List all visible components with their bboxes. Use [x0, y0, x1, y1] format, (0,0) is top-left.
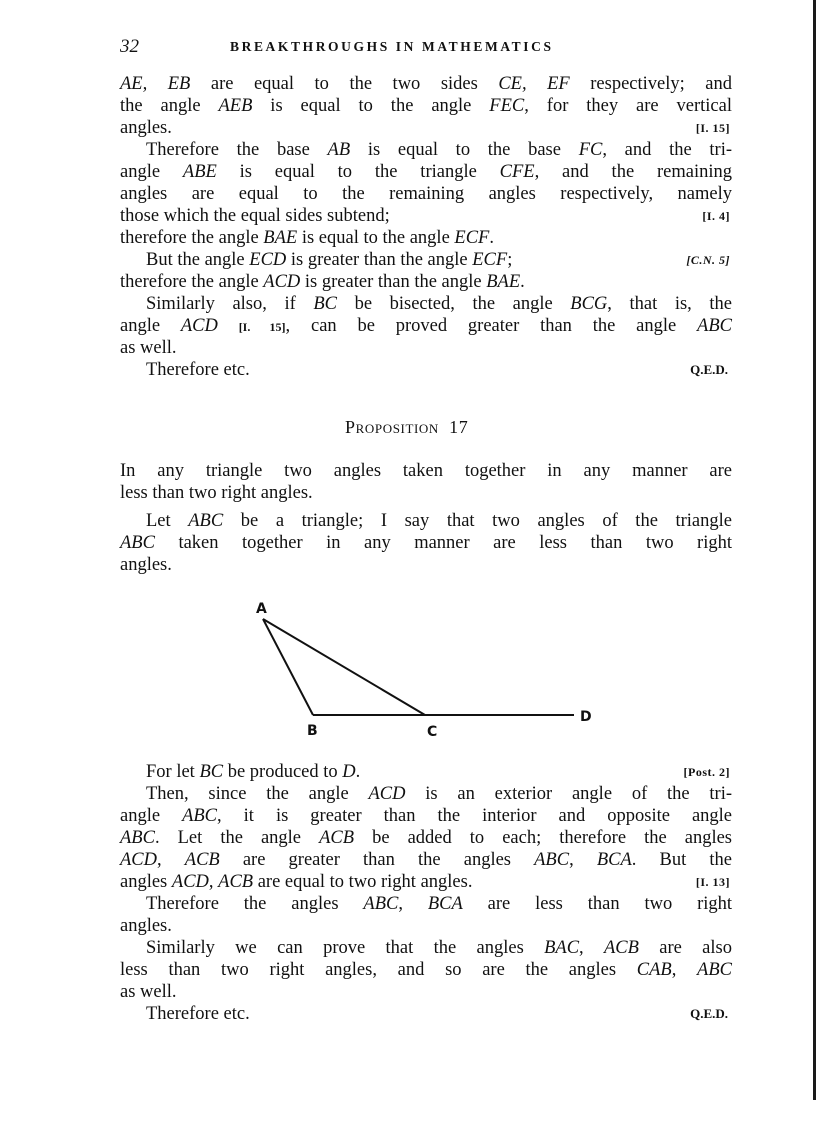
- text-line: as well.: [120, 338, 177, 358]
- proposition-number: 17: [449, 417, 469, 437]
- qed-mark: Q.E.D.: [690, 362, 728, 377]
- qed-mark: Q.E.D.: [690, 1006, 728, 1021]
- text-line: AE, EB are equal to the two sides CE, EF respectively; and: [120, 74, 732, 94]
- label-d: D: [580, 709, 592, 725]
- citation: [C.N. 5]: [686, 253, 730, 267]
- text-line: angles.: [120, 916, 172, 936]
- text-line: Then, since the angle ACD is an exterior angle of the tri-: [146, 784, 733, 804]
- text-line: angle ABC, it is greater than the interior and opposite angle: [120, 806, 733, 826]
- text-line: But the angle ECD is greater than the angle ECF; [C.N. 5]: [146, 250, 730, 270]
- text-line: those which the equal sides subtend; [I. 4]: [120, 206, 730, 226]
- text-line: Therefore etc. Q.E.D.: [146, 360, 728, 380]
- citation: [I. 15]: [695, 121, 730, 135]
- text-line: therefore the angle ACD is greater than the angle BAE.: [120, 272, 525, 292]
- proposition-title: Proposition 17: [345, 417, 469, 437]
- running-head: BREAKTHROUGHS IN MATHEMATICS: [230, 39, 554, 54]
- page-number: 32: [120, 36, 139, 57]
- citation: [I. 13]: [695, 875, 730, 889]
- text-line: Let ABC be a triangle; I say that two angles of the triangle: [146, 511, 732, 531]
- enunciation-line: In any triangle two angles taken together in any manner are: [120, 461, 732, 481]
- text-line: therefore the angle BAE is equal to the angle ECF.: [120, 228, 494, 248]
- text-line: Therefore etc. Q.E.D.: [146, 1004, 728, 1024]
- label-b: B: [307, 723, 318, 739]
- text-line: Therefore the base AB is equal to the base FC, and the tri-: [146, 140, 733, 160]
- triangle-figure: [240, 595, 610, 775]
- text-line: For let BC be produced to D. [Post. 2]: [146, 762, 730, 782]
- text-line: Similarly also, if BC be bisected, the angle BCG, that is, the: [146, 294, 732, 314]
- text-line: Similarly we can prove that the angles BAC, ACB are also: [146, 938, 732, 958]
- citation: [I. 4]: [702, 209, 730, 223]
- text-line: ABC. Let the angle ACB be added to each; therefore the angles: [120, 828, 732, 848]
- text-line: ABC taken together in any manner are less than two right: [120, 533, 732, 553]
- text-line: as well.: [120, 982, 177, 1002]
- label-c: C: [427, 724, 438, 740]
- text-line: ACD, ACB are greater than the angles ABC, BCA. But the: [120, 850, 733, 870]
- text-line: angle ABE is equal to the triangle CFE, and the remaining: [120, 162, 732, 182]
- text-line: angle ACD [I. 15], can be proved greater than the angle ABC: [120, 316, 732, 336]
- citation: [Post. 2]: [683, 765, 730, 779]
- text-line: angles. [I. 15]: [120, 118, 730, 138]
- enunciation-line: less than two right angles.: [120, 483, 313, 503]
- text-line: angles ACD, ACB are equal to two right angles. [I. 13]: [120, 872, 730, 892]
- text-line: less than two right angles, and so are the angles CAB, ABC: [120, 960, 732, 980]
- text-line: angles.: [120, 555, 172, 575]
- text-line: angles are equal to the remaining angles respectively, namely: [120, 184, 732, 204]
- page-header: [120, 36, 732, 58]
- text-line: the angle AEB is equal to the angle FEC, for they are vertical: [120, 96, 732, 116]
- citation: [I. 15]: [238, 320, 286, 334]
- label-a: A: [256, 601, 267, 617]
- text-line: Therefore the angles ABC, BCA are less than two right: [146, 894, 733, 914]
